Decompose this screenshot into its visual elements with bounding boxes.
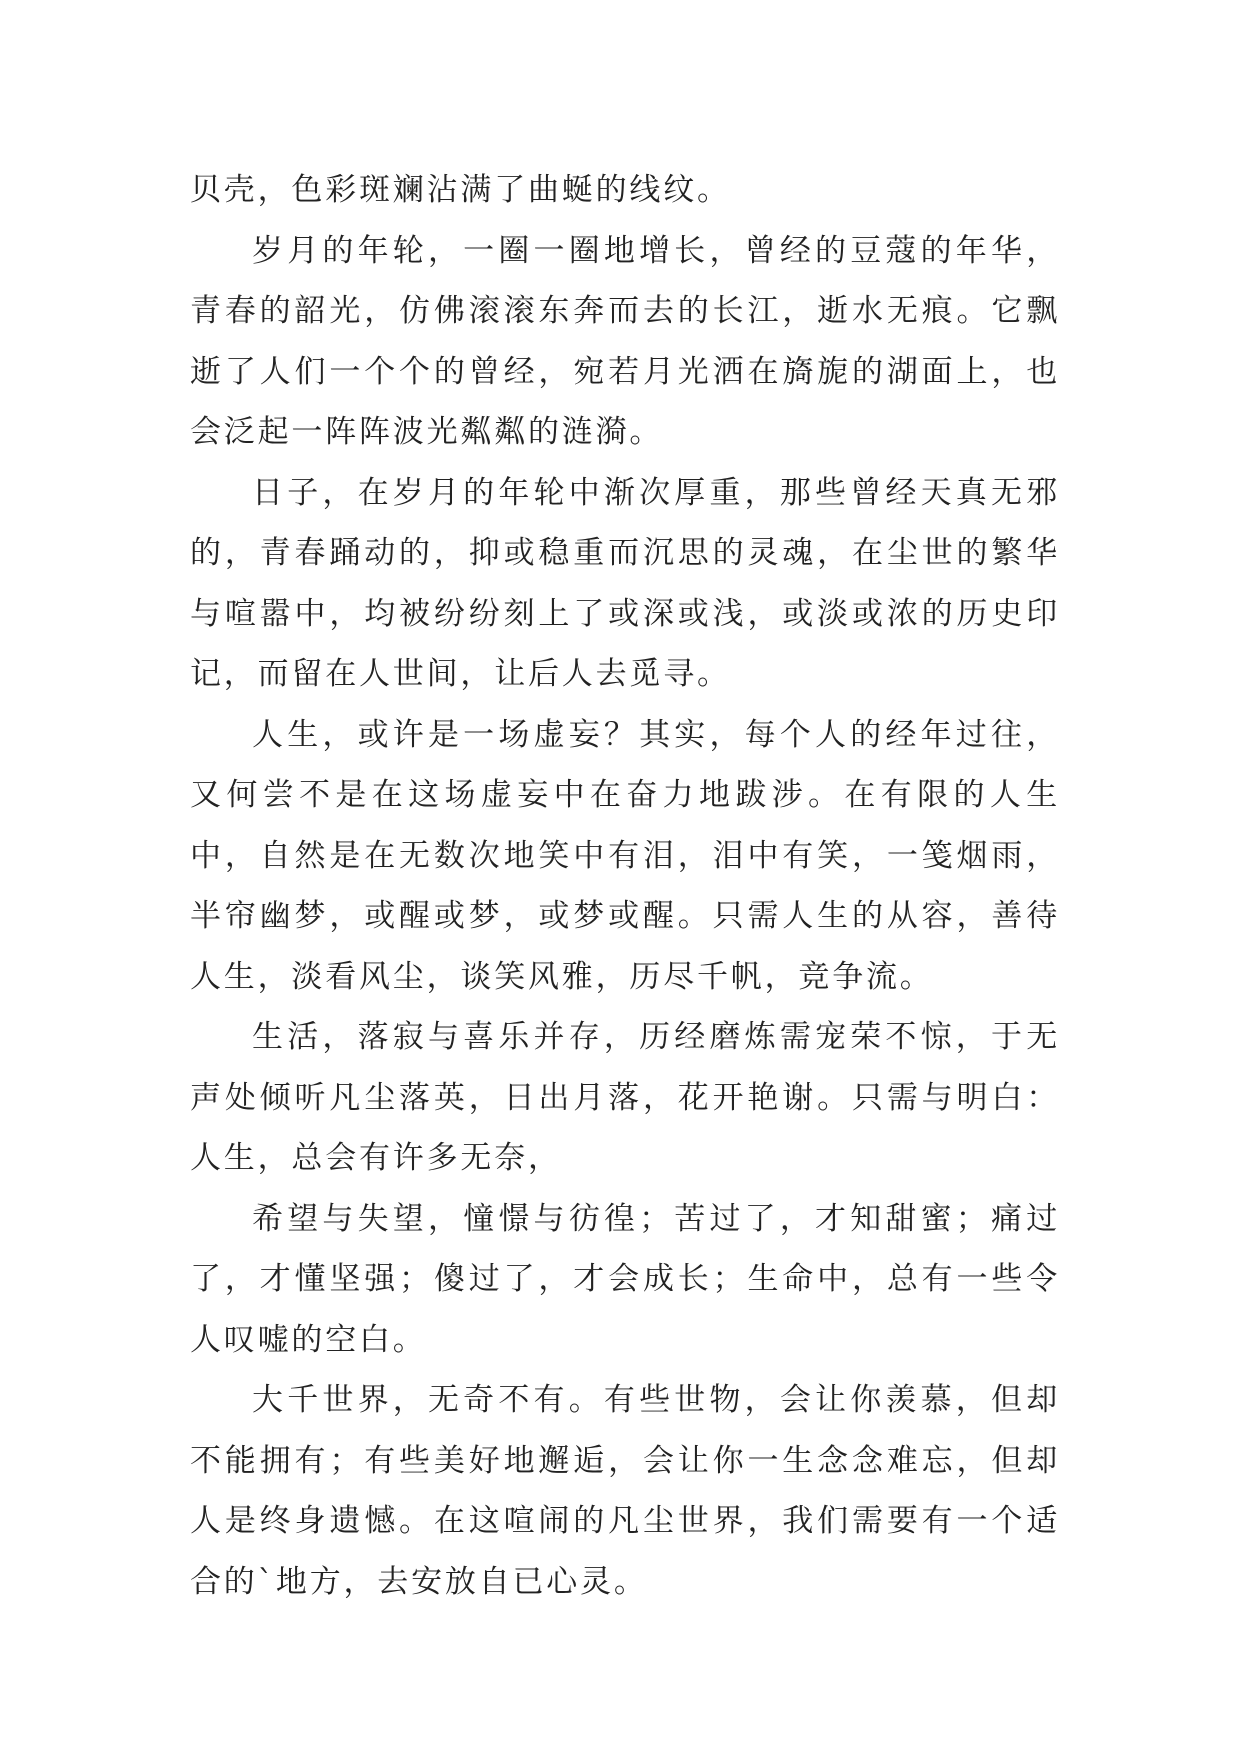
paragraph-3: 日子，在岁月的年轮中渐次厚重，那些曾经天真无邪的，青春踊动的，抑或稳重而沉思的灵魂，在尘世的繁华与喧嚣中，均被纷纷刻上了或深或浅，或淡或浓的历史印记，而留在人世间，让后人去觅寻。 — [190, 474, 1060, 692]
paragraph-5: 生活，落寂与喜乐并存，历经磨炼需宠荣不惊，于无声处倾听凡尘落英，日出月落，花开艳谢。只需与明白：人生，总会有许多无奈， — [190, 1019, 1060, 1176]
document-body — [190, 160, 1060, 1612]
paragraph-2: 岁月的年轮，一圈一圈地增长，曾经的豆蔻的年华，青春的韶光，仿佛滚滚东奔而去的长江，逝水无痕。它飘逝了人们一个个的曾经，宛若月光洒在旖旎的湖面上，也会泛起一阵阵波光粼粼的涟漪。 — [190, 232, 1060, 450]
paragraph-1: 贝壳，色彩斑斓沾满了曲蜒的线纹。 — [190, 172, 731, 208]
paragraph-6: 希望与失望，憧憬与彷徨；苦过了，才知甜蜜；痛过了，才懂坚强；傻过了，才会成长；生命中，总有一些令人叹嘘的空白。 — [190, 1200, 1060, 1358]
paragraph-4: 人生，或许是一场虚妄？其实，每个人的经年过往，又何尝不是在这场虚妄中在奋力地跋涉。在有限的人生中，自然是在无数次地笑中有泪，泪中有笑，一笺烟雨，半帘幽梦，或醒或梦，或梦或醒。只需人生的从容，善待人生，淡看风尘，谈笑风雅，历尽千帆，竞争流。 — [190, 716, 1060, 995]
paragraph-7: 大千世界，无奇不有。有些世物，会让你羡慕，但却不能拥有；有些美好地邂逅，会让你一生念念难忘，但却人是终身遗憾。在这喧闹的凡尘世界，我们需要有一个适合的`地方，去安放自已心灵。 — [190, 1382, 1060, 1600]
